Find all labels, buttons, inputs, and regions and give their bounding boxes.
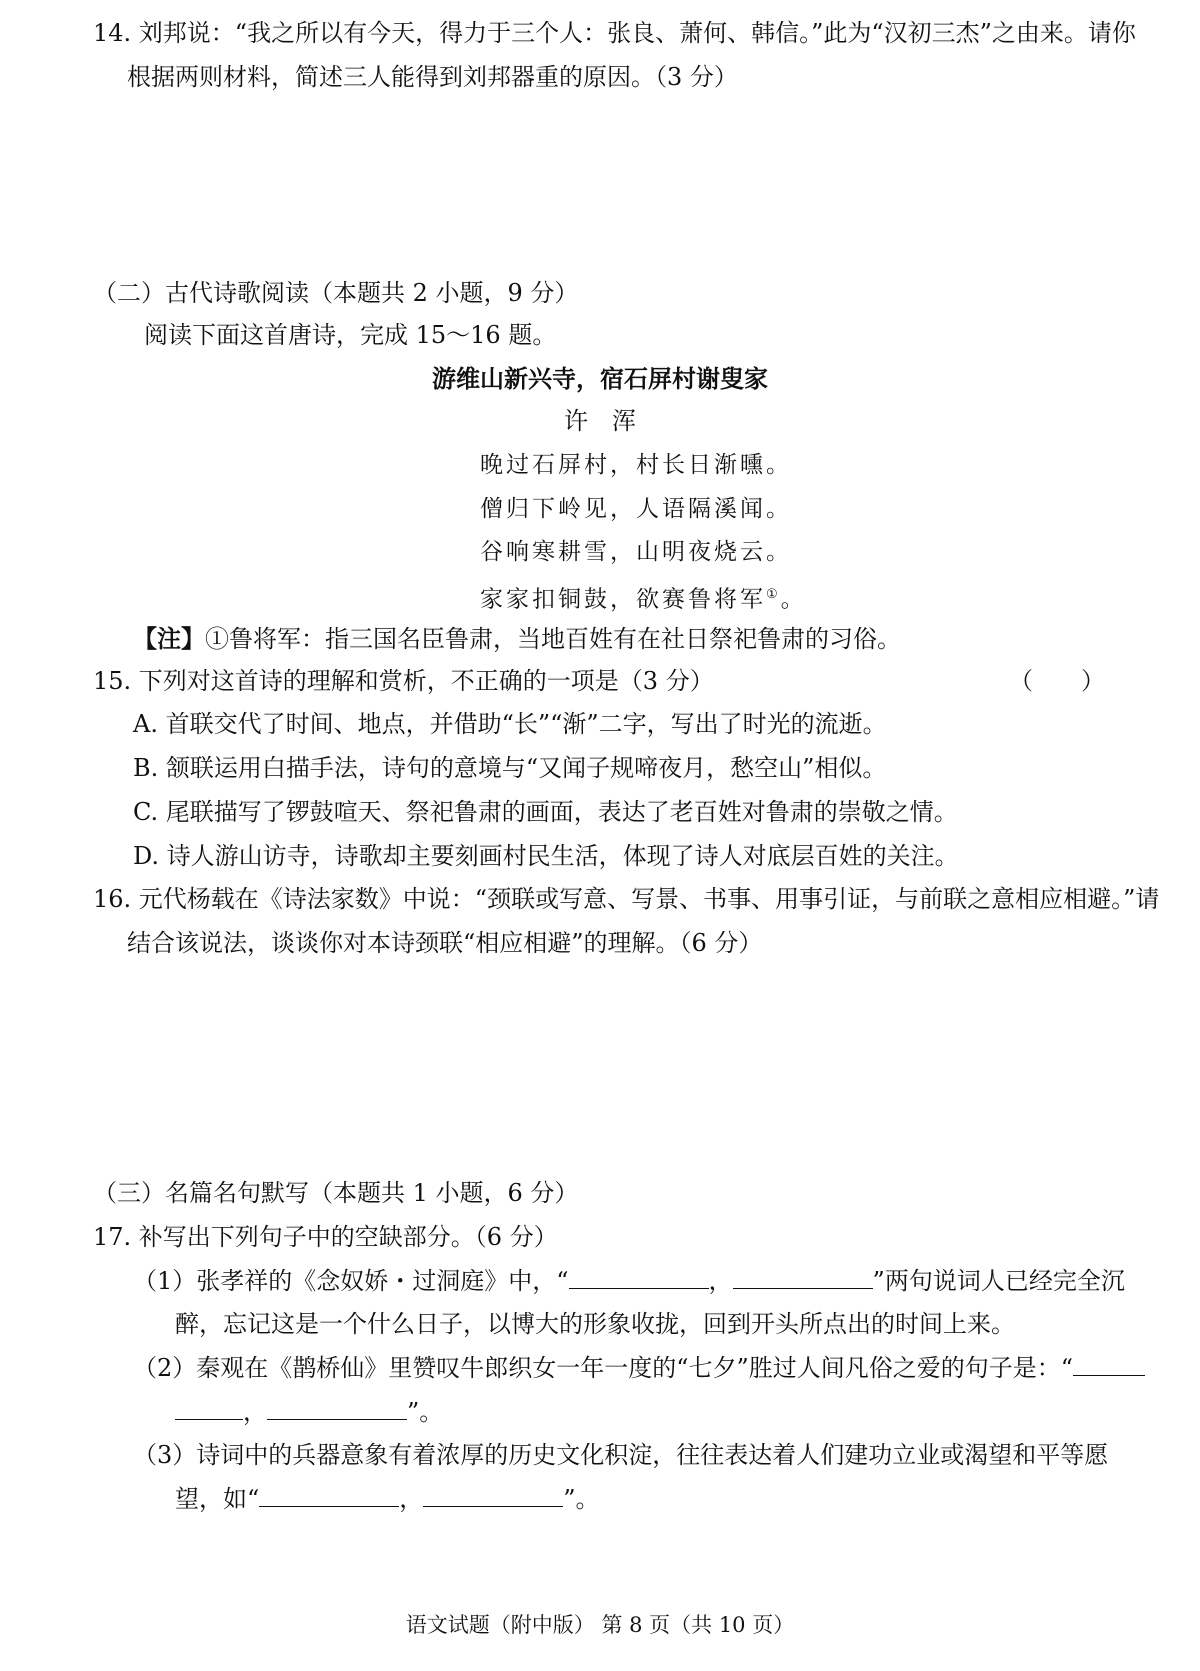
section2-header: （二）古代诗歌阅读（本题共 2 小题，9 分） — [93, 279, 579, 307]
q15-answer-paren: （ ） — [1009, 667, 1105, 695]
answer-blank-2b[interactable] — [267, 1397, 407, 1420]
q17-sub2-line1 — [133, 1351, 1145, 1385]
q17-sub3-line2 — [175, 1482, 600, 1516]
q17-sub1-text-b: ”两句说词人已经完全沉 — [872, 1267, 1125, 1295]
answer-blank-3a[interactable] — [259, 1484, 399, 1507]
q17-sub3-comma: ， — [399, 1485, 424, 1513]
q16-line2: 结合该说法，谈谈你对本诗颈联“相应相避”的理解。（6 分） — [127, 929, 763, 957]
q17-sub3-line1: （3）诗词中的兵器意象有着浓厚的历史文化积淀，往往表达着人们建功立业或渴望和平等愿 — [133, 1441, 1109, 1469]
q14-line1: 14. 刘邦说：“我之所以有今天，得力于三个人：张良、萧何、韩信。”此为“汉初三杰”之由来。请你 — [93, 19, 1136, 47]
poem-line-3: 谷响寒耕雪，山明夜烧云。 — [480, 539, 792, 565]
page-footer: 语文试题（附中版） 第 8 页（共 10 页） — [405, 1613, 795, 1637]
q14-line2: 根据两则材料，简述三人能得到刘邦器重的原因。（3 分） — [127, 63, 738, 91]
note-label: 【注】 — [133, 625, 205, 653]
poem-line-4 — [480, 578, 807, 617]
q15-option-a: A. 首联交代了时间、地点，并借助“长”“渐”二字，写出了时光的流逝。 — [133, 710, 887, 738]
q17-sub1-comma: ， — [708, 1267, 733, 1295]
q17-sub1-line2: 醉，忘记这是一个什么日子，以博大的形象收拢，回到开头所点出的时间上来。 — [175, 1310, 1015, 1338]
q17-sub2-end: ”。 — [407, 1398, 444, 1426]
q17-sub1-text-a: （1）张孝祥的《念奴娇・过洞庭》中，“ — [133, 1267, 569, 1295]
section2-intro: 阅读下面这首唐诗，完成 15～16 题。 — [144, 321, 557, 349]
poem-author: 许 浑 — [564, 407, 636, 435]
q17-sub3-end: ”。 — [563, 1485, 600, 1513]
q17-sub2-line2 — [175, 1395, 443, 1429]
poem-line-4-end: 。 — [780, 586, 807, 613]
answer-blank-1b[interactable] — [733, 1266, 873, 1289]
q15-option-d: D. 诗人游山访寺，诗歌却主要刻画村民生活，体现了诗人对底层百姓的关注。 — [133, 842, 959, 870]
poem-line-1: 晚过石屏村，村长日渐曛。 — [480, 452, 792, 478]
answer-blank-3b[interactable] — [423, 1484, 563, 1507]
note-marker: ① — [766, 587, 781, 602]
answer-blank-2a-end[interactable] — [175, 1397, 243, 1420]
poem-note — [133, 622, 901, 656]
q17-sub2-comma: ， — [243, 1398, 267, 1426]
answer-blank-1a[interactable] — [569, 1266, 709, 1289]
poem-line-4-text: 家家扣铜鼓，欲赛鲁将军 — [480, 586, 766, 613]
answer-blank-2a-start[interactable] — [1073, 1353, 1145, 1376]
q15-option-b: B. 颔联运用白描手法，诗句的意境与“又闻子规啼夜月，愁空山”相似。 — [133, 754, 887, 782]
q16-line1: 16. 元代杨载在《诗法家数》中说：“颈联或写意、写景、书事、用事引证，与前联之意相应相避。”请 — [93, 885, 1160, 913]
q15-option-c: C. 尾联描写了锣鼓喧天、祭祀鲁肃的画面，表达了老百姓对鲁肃的崇敬之情。 — [133, 798, 958, 826]
q15-stem: 15. 下列对这首诗的理解和赏析，不正确的一项是（3 分） — [93, 667, 714, 695]
q17-sub3-text: 望，如“ — [175, 1485, 260, 1513]
note-text: ①鲁将军：指三国名臣鲁肃，当地百姓有在社日祭祀鲁肃的习俗。 — [205, 625, 901, 653]
q17-sub2-text: （2）秦观在《鹊桥仙》里赞叹牛郎织女一年一度的“七夕”胜过人间凡俗之爱的句子是：“ — [133, 1354, 1074, 1382]
section3-header: （三）名篇名句默写（本题共 1 小题，6 分） — [93, 1179, 579, 1207]
q17-sub1-line1 — [133, 1264, 1125, 1298]
q17-stem: 17. 补写出下列句子中的空缺部分。（6 分） — [93, 1223, 558, 1251]
poem-title: 游维山新兴寺，宿石屏村谢叟家 — [432, 365, 768, 393]
poem-line-2: 僧归下岭见，人语隔溪闻。 — [480, 496, 792, 522]
